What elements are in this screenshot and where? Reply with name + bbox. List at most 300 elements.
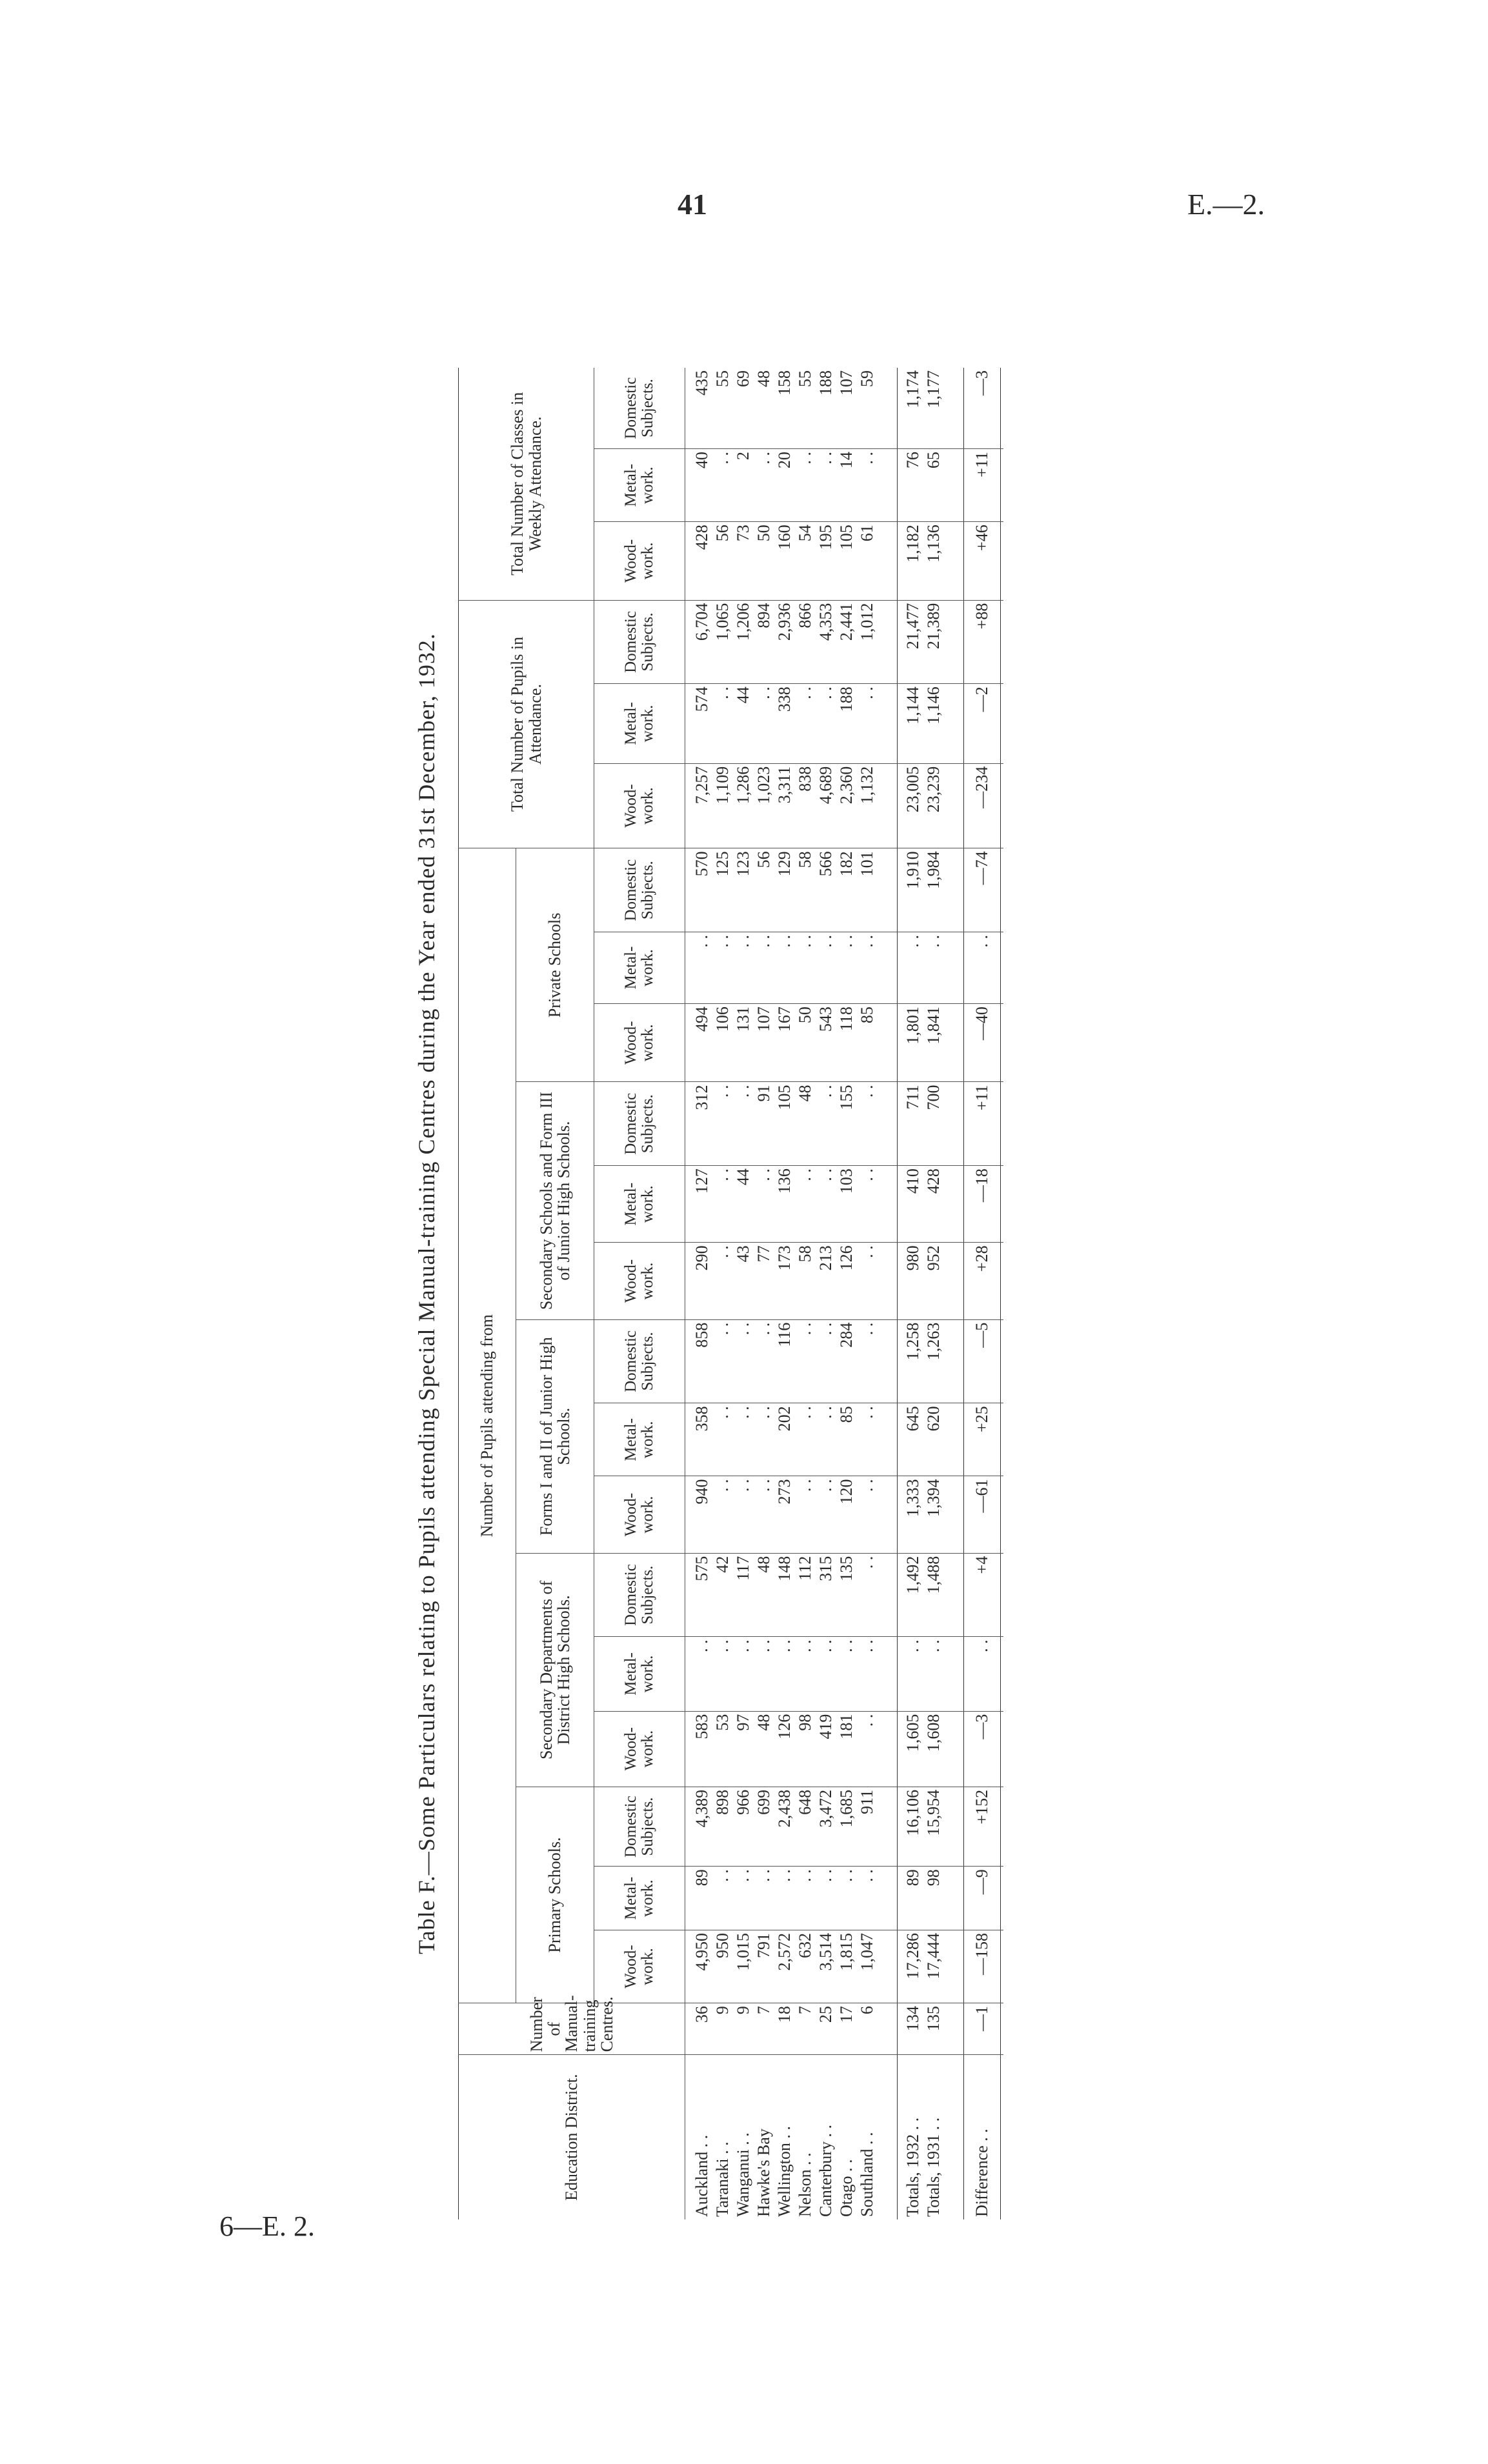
table-cell: 1,984	[923, 848, 944, 932]
table-cell: 167	[774, 1004, 795, 1082]
table-cell: . .	[857, 684, 878, 763]
table-cell: 58	[795, 1243, 816, 1319]
table-cell: 1,144	[898, 684, 924, 763]
table-cell: 105	[836, 522, 857, 600]
subheader-metalwork: Metal-work.	[594, 1867, 685, 1930]
page-number: 41	[678, 188, 707, 221]
table-row	[733, 368, 754, 2219]
table-cell: . .	[857, 1867, 878, 1930]
table-cell: . .	[733, 1319, 754, 1403]
table-cell: . .	[898, 932, 924, 1004]
table-cell: 21,389	[923, 600, 944, 684]
table-cell: 1,065	[712, 600, 733, 684]
table-cell: . .	[836, 1867, 857, 1930]
table-cell: 3,472	[816, 1787, 836, 1866]
table-cell: 1,109	[712, 763, 733, 848]
table-cell: 410	[898, 1166, 924, 1243]
table-cell: 315	[816, 1553, 836, 1637]
table-cell: . .	[964, 1637, 1001, 1711]
table-cell: 699	[754, 1787, 774, 1866]
table-cell: +46	[964, 522, 1001, 600]
table-cell: . .	[754, 932, 774, 1004]
table-cell: 101	[857, 848, 878, 932]
table-cell: . .	[733, 932, 754, 1004]
table-cell: . .	[733, 1867, 754, 1930]
table-cell: 574	[685, 684, 713, 763]
table-cell: . .	[795, 449, 816, 522]
table-cell: 1,012	[857, 600, 878, 684]
table-cell: 42	[712, 1553, 733, 1637]
table-cell: . .	[774, 1637, 795, 1711]
table-cell: 6	[857, 2003, 878, 2055]
table-cell: 1,177	[924, 370, 943, 408]
table-cell: 182	[836, 848, 857, 932]
table-cell: 1,258	[898, 1319, 924, 1403]
manual-training-table	[458, 368, 1003, 2219]
table-cell: 898	[712, 1787, 733, 1866]
table-cell: 53	[712, 1711, 733, 1787]
table-cell: . .	[712, 449, 733, 522]
table-cell: —5	[964, 1319, 1001, 1403]
difference-row	[964, 368, 1001, 2219]
table-cell: 4,689	[816, 763, 836, 848]
table-cell: 56	[754, 848, 774, 932]
subheader-woodwork: Wood-work.	[594, 1004, 685, 1082]
table-cell: 23,239	[923, 763, 944, 848]
table-cell: . .	[754, 1867, 774, 1930]
table-cell: 158	[775, 370, 794, 396]
table-cell: 50	[795, 1004, 816, 1082]
table-cell: 2,936	[774, 600, 795, 684]
table-cell: 7	[795, 2003, 816, 2055]
table-cell: . .	[816, 684, 836, 763]
table-cell: 120	[836, 1476, 857, 1553]
table-cell: 1,801	[898, 1004, 924, 1082]
table-cell: —3	[964, 368, 1001, 449]
table-cell: . .	[816, 1319, 836, 1403]
table-cell: 1,488	[923, 1553, 944, 1637]
row-label: Southland . .	[857, 2055, 878, 2219]
table-cell: . .	[733, 1082, 754, 1166]
table-cell: 48	[754, 1711, 774, 1787]
table-cell: 1,286	[733, 763, 754, 848]
table-cell: 23,005	[898, 763, 924, 848]
table-row	[857, 368, 878, 2219]
table-row	[754, 368, 774, 2219]
table-cell: . .	[754, 449, 774, 522]
table-cell: 1,685	[836, 1787, 857, 1866]
row-label: Totals, 1931 . .	[923, 2055, 944, 2219]
table-cell: 117	[733, 1553, 754, 1637]
table-cell: 1,333	[898, 1476, 924, 1553]
table-cell: 20	[774, 449, 795, 522]
table-cell: . .	[857, 449, 878, 522]
table-cell: 2,360	[836, 763, 857, 848]
table-cell: +152	[964, 1787, 1001, 1866]
row-label: Wellington . .	[774, 2055, 795, 2219]
table-cell: 125	[712, 848, 733, 932]
subheader-woodwork: Wood-work.	[594, 1243, 685, 1319]
table-cell: . .	[754, 1166, 774, 1243]
table-cell: . .	[836, 932, 857, 1004]
table-cell: 575	[685, 1553, 713, 1637]
table-cell: 17,286	[898, 1930, 924, 2003]
table-cell: 65	[923, 449, 944, 522]
table-cell: 123	[733, 848, 754, 932]
table-cell: . .	[795, 1319, 816, 1403]
table-cell: . .	[712, 1476, 733, 1553]
table-cell: . .	[898, 1637, 924, 1711]
header-total-classes: Total Number of Classes in Weekly Attendance.	[459, 368, 594, 600]
table-cell: 1,015	[733, 1930, 754, 2003]
table-cell: . .	[733, 1403, 754, 1476]
table-cell: 648	[795, 1787, 816, 1866]
table-cell: . .	[712, 684, 733, 763]
table-cell: 129	[774, 848, 795, 932]
table-cell: 290	[685, 1243, 713, 1319]
table-cell: 1,136	[923, 522, 944, 600]
table-cell: —18	[964, 1166, 1001, 1243]
row-label: Wanganui . .	[733, 2055, 754, 2219]
table-cell: 16,106	[898, 1787, 924, 1866]
table-cell: 50	[754, 522, 774, 600]
table-cell: 1,605	[898, 1711, 924, 1787]
table-cell: 56	[712, 522, 733, 600]
table-cell: 126	[836, 1243, 857, 1319]
table-cell: . .	[816, 1476, 836, 1553]
table-cell: . .	[754, 1403, 774, 1476]
table-cell: 58	[795, 848, 816, 932]
table-cell: 1,841	[923, 1004, 944, 1082]
table-cell: —234	[964, 763, 1001, 848]
table-cell: 543	[816, 1004, 836, 1082]
table-cell: 21,477	[898, 600, 924, 684]
subheader-domestic-subjects: Domestic Subjects.	[594, 848, 685, 932]
table-cell: 14	[836, 449, 857, 522]
table-cell: . .	[795, 1403, 816, 1476]
table-cell: —74	[964, 848, 1001, 932]
table-cell: 89	[898, 1867, 924, 1930]
table-cell: 127	[685, 1166, 713, 1243]
table-cell: 112	[795, 1553, 816, 1637]
table-cell: 9	[712, 2003, 733, 2055]
table-cell: 1,132	[857, 763, 878, 848]
totals-row	[923, 368, 944, 2219]
table-row	[816, 368, 836, 2219]
table-cell: 950	[712, 1930, 733, 2003]
table-cell: 9	[733, 2003, 754, 2055]
table-row	[836, 368, 857, 2219]
table-row	[685, 368, 713, 2219]
table-cell: 107	[837, 370, 856, 396]
table-cell: 55	[796, 370, 814, 387]
table-body	[685, 368, 1004, 2219]
table-cell: 89	[685, 1867, 713, 1930]
header-number-of-centres: Number of Manual-training Centres.	[459, 2003, 685, 2055]
table-cell: . .	[857, 1166, 878, 1243]
table-cell: . .	[774, 1867, 795, 1930]
table-cell: 15,954	[923, 1787, 944, 1866]
subheader-metalwork: Metal-work.	[594, 1403, 685, 1476]
table-cell: . .	[836, 1637, 857, 1711]
table-cell: 2,441	[836, 600, 857, 684]
table-cell: —3	[964, 1711, 1001, 1787]
table-cell: 358	[685, 1403, 713, 1476]
table-cell: 980	[898, 1243, 924, 1319]
table-cell: . .	[795, 1166, 816, 1243]
table-cell: . .	[857, 1082, 878, 1166]
table-cell: 107	[754, 1004, 774, 1082]
table-cell: 17,444	[923, 1930, 944, 2003]
row-label: Hawke's Bay	[754, 2055, 774, 2219]
table-cell: 173	[774, 1243, 795, 1319]
table-cell: . .	[685, 932, 713, 1004]
spacer-row	[1001, 368, 1004, 2219]
row-label: Taranaki . .	[712, 2055, 733, 2219]
table-cell: 77	[754, 1243, 774, 1319]
table-cell: . .	[712, 932, 733, 1004]
table-cell: +11	[964, 449, 1001, 522]
table-cell: —9	[964, 1867, 1001, 1930]
footer-reference: 6—E. 2.	[219, 2210, 315, 2242]
table-cell: . .	[685, 1637, 713, 1711]
table-cell: 791	[754, 1930, 774, 2003]
table-row	[774, 368, 795, 2219]
table-cell: . .	[816, 1867, 836, 1930]
subheader-woodwork: Wood-work.	[594, 1711, 685, 1787]
table-cell: 1,206	[733, 600, 754, 684]
table-cell: 91	[754, 1082, 774, 1166]
row-label: Canterbury . .	[816, 2055, 836, 2219]
table-cell: 134	[898, 2003, 924, 2055]
table-cell: 17	[836, 2003, 857, 2055]
table-cell: . .	[712, 1166, 733, 1243]
subheader-domestic-subjects: Domestic Subjects.	[594, 600, 685, 684]
table-cell: 1,492	[898, 1553, 924, 1637]
table-cell: 3,514	[816, 1930, 836, 2003]
table-cell: 97	[733, 1711, 754, 1787]
table-cell: 2	[733, 449, 754, 522]
table-cell: 148	[774, 1553, 795, 1637]
table-cell: . .	[923, 1637, 944, 1711]
table-cell: 645	[898, 1403, 924, 1476]
table-cell: 711	[898, 1082, 924, 1166]
table-cell: 1,174	[898, 368, 924, 449]
table-cell: . .	[712, 1243, 733, 1319]
table-cell: 940	[685, 1476, 713, 1553]
table-cell: 136	[774, 1166, 795, 1243]
table-cell: 952	[923, 1243, 944, 1319]
table-cell: 6,704	[685, 600, 713, 684]
table-cell: 1,608	[923, 1711, 944, 1787]
table-cell: 4,950	[685, 1930, 713, 2003]
table-cell: . .	[795, 1476, 816, 1553]
subheader-metalwork: Metal-work.	[594, 1166, 685, 1243]
table-cell: 1,910	[898, 848, 924, 932]
table-cell: . .	[816, 1637, 836, 1711]
table-cell: 160	[774, 522, 795, 600]
table-cell: . .	[816, 1166, 836, 1243]
subheader-domestic-subjects: Domestic Subjects.	[594, 1787, 685, 1866]
sub-header-row	[594, 368, 685, 2219]
table-cell: 4,353	[816, 600, 836, 684]
table-cell: 85	[857, 1004, 878, 1082]
row-label: Auckland . .	[685, 2055, 713, 2219]
table-cell: 700	[923, 1082, 944, 1166]
table-cell: +88	[964, 600, 1001, 684]
subheader-metalwork: Metal-work.	[594, 932, 685, 1004]
table-cell: 2,572	[774, 1930, 795, 2003]
row-label: Difference . .	[964, 2055, 1001, 2219]
table-cell: 284	[836, 1319, 857, 1403]
table-cell: 419	[816, 1711, 836, 1787]
table-cell: . .	[923, 932, 944, 1004]
table-cell: +28	[964, 1243, 1001, 1319]
subheader-woodwork: Wood-work.	[594, 1930, 685, 2003]
table-cell: . .	[857, 1476, 878, 1553]
table-cell: 1,023	[754, 763, 774, 848]
table-cell: 213	[816, 1243, 836, 1319]
subheader-domestic-subjects: Domestic Subjects.	[594, 1553, 685, 1637]
subheader-woodwork: Wood-work.	[594, 1476, 685, 1553]
table-cell: 40	[685, 449, 713, 522]
table-cell: 566	[816, 848, 836, 932]
table-cell: 570	[685, 848, 713, 932]
table-cell: . .	[857, 1711, 878, 1787]
table-cell: 69	[734, 370, 752, 387]
table-cell: —61	[964, 1476, 1001, 1553]
header-district-high-schools: Secondary Departments of District High Schools.	[516, 1553, 594, 1787]
table-cell: —1	[964, 2003, 1001, 2055]
table-cell: 3,311	[774, 763, 795, 848]
table-cell: . .	[712, 1637, 733, 1711]
header-private-schools: Private Schools	[516, 848, 594, 1082]
table-cell: 48	[754, 1553, 774, 1637]
table-cell: . .	[754, 1637, 774, 1711]
table-cell: 1,815	[836, 1930, 857, 2003]
header-education-district: Education District.	[459, 2055, 685, 2219]
table-caption: Table F.—Some Particulars relating to Pupils attending Special Manual-training Centres during the Year ended 31st December, 1932.	[414, 633, 439, 1954]
table-cell: 54	[795, 522, 816, 600]
table-cell: . .	[795, 1637, 816, 1711]
table-cell: 61	[857, 522, 878, 600]
table-cell: . .	[712, 1319, 733, 1403]
table-cell: 7,257	[685, 763, 713, 848]
subheader-domestic-subjects: Domestic Subjects.	[594, 1082, 685, 1166]
page-reference: E.—2.	[1187, 188, 1265, 221]
table-cell: 106	[712, 1004, 733, 1082]
subheader-woodwork: Wood-work.	[594, 522, 685, 600]
table-cell: 25	[816, 2003, 836, 2055]
table-cell: 103	[836, 1166, 857, 1243]
table-cell: 195	[816, 522, 836, 600]
subheader-metalwork: Metal-work.	[594, 1637, 685, 1711]
table-row	[712, 368, 733, 2219]
table-cell: 181	[836, 1711, 857, 1787]
table-cell: . .	[733, 1476, 754, 1553]
table-cell: 494	[685, 1004, 713, 1082]
table-cell: —40	[964, 1004, 1001, 1082]
table-cell: 894	[754, 600, 774, 684]
table-cell: 44	[733, 1166, 754, 1243]
table-cell: 1,146	[923, 684, 944, 763]
table-cell: 126	[774, 1711, 795, 1787]
table-cell: . .	[733, 1637, 754, 1711]
table-cell: 312	[685, 1082, 713, 1166]
table-cell: 48	[754, 370, 773, 387]
table-cell: 632	[795, 1930, 816, 2003]
table-cell: 583	[685, 1711, 713, 1787]
subheader-domestic-subjects: Domestic Subjects.	[594, 368, 685, 449]
table-cell: 44	[733, 684, 754, 763]
table-cell: . .	[795, 1867, 816, 1930]
header-pupils-attending-from: Number of Pupils attending from	[459, 848, 516, 2003]
table-cell: . .	[816, 1403, 836, 1476]
table-cell: . .	[816, 1082, 836, 1166]
table-cell: . .	[754, 1476, 774, 1553]
subheader-metalwork: Metal-work.	[594, 449, 685, 522]
table-cell: . .	[857, 1319, 878, 1403]
table-cell: 73	[733, 522, 754, 600]
table-cell: 188	[816, 370, 835, 396]
table-cell: 428	[685, 522, 713, 600]
table-cell: . .	[857, 1243, 878, 1319]
table-cell: 966	[733, 1787, 754, 1866]
table-cell: +11	[964, 1082, 1001, 1166]
table-cell: . .	[712, 1403, 733, 1476]
table-cell: 85	[836, 1403, 857, 1476]
table-cell: . .	[795, 932, 816, 1004]
table-cell: 7	[754, 2003, 774, 2055]
row-label: Totals, 1932 . .	[898, 2055, 924, 2219]
header-secondary-schools: Secondary Schools and Form III of Junior High Schools.	[516, 1082, 594, 1319]
table-cell: 76	[898, 449, 924, 522]
table-cell: 911	[857, 1787, 878, 1866]
table-cell: . .	[712, 1867, 733, 1930]
table-cell: —158	[964, 1930, 1001, 2003]
table-cell: . .	[712, 1082, 733, 1166]
table-cell: 1,182	[898, 522, 924, 600]
subheader-woodwork: Wood-work.	[594, 763, 685, 848]
table-cell: 858	[685, 1319, 713, 1403]
table-cell: 116	[774, 1319, 795, 1403]
table-cell: 866	[795, 600, 816, 684]
header-junior-high-forms: Forms I and II of Junior High Schools.	[516, 1319, 594, 1553]
table-cell: 202	[774, 1403, 795, 1476]
table-cell: . .	[816, 449, 836, 522]
rotated-table-block	[413, 361, 1058, 2226]
table-cell: 18	[774, 2003, 795, 2055]
table-cell: 2,438	[774, 1787, 795, 1866]
table-cell: 36	[685, 2003, 713, 2055]
header-total-pupils: Total Number of Pupils in Attendance.	[459, 600, 594, 848]
table-cell: . .	[964, 932, 1001, 1004]
table-cell: 59	[858, 370, 876, 387]
table-cell: 1,047	[857, 1930, 878, 2003]
table-cell: . .	[795, 684, 816, 763]
spacer-row	[878, 368, 898, 2219]
table-cell: +25	[964, 1403, 1001, 1476]
table-cell: 620	[923, 1403, 944, 1476]
table-cell: 155	[836, 1082, 857, 1166]
table-cell: . .	[857, 1553, 878, 1637]
table-cell: 55	[713, 370, 732, 387]
table-cell: 48	[795, 1082, 816, 1166]
table-cell: . .	[754, 684, 774, 763]
header-primary-schools: Primary Schools.	[516, 1787, 594, 2003]
table-cell: . .	[857, 932, 878, 1004]
table-cell: 1,394	[923, 1476, 944, 1553]
